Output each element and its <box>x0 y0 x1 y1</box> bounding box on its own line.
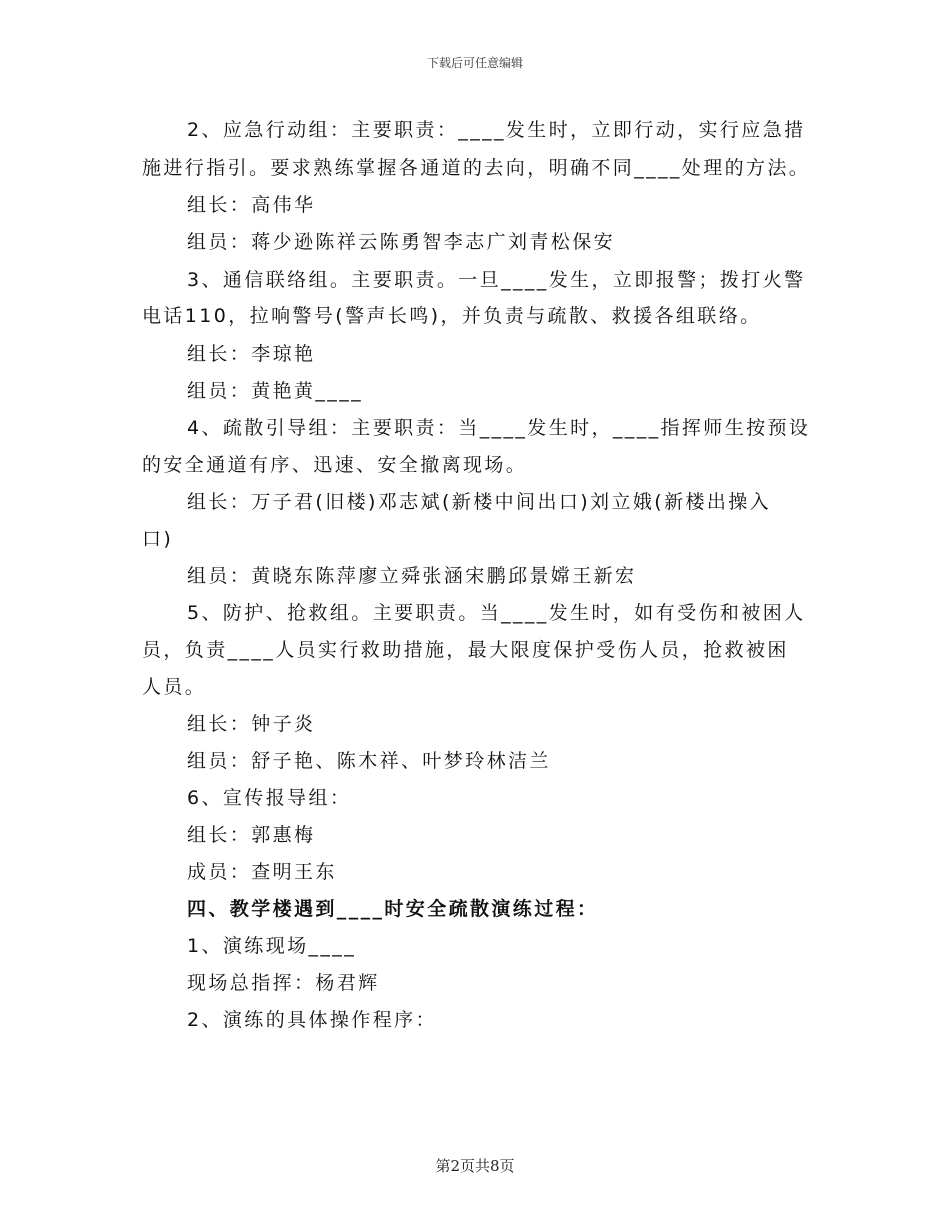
paragraph-line: 组长：万子君(旧楼)邓志斌(新楼中间出口)刘立娥(新楼出操入 <box>187 491 772 513</box>
paragraph-line: 口) <box>142 528 174 550</box>
paragraph-line: 电话110，拉响警号(警声长鸣)，并负责与疏散、救援各组联络。 <box>142 305 762 327</box>
paragraph-line: 4、疏散引导组：主要职责：当____发生时，____指挥师生按预设 <box>187 417 811 439</box>
paragraph-line: 5、防护、抢救组。主要职责。当____发生时，如有受伤和被困人 <box>187 602 806 624</box>
paragraph-line: 员，负责____人员实行救助措施，最大限度保护受伤人员，抢救被困 <box>142 639 789 661</box>
paragraph-line: 组长：钟子炎 <box>187 713 316 735</box>
paragraph-line: 的安全通道有序、迅速、安全撤离现场。 <box>142 454 528 476</box>
paragraph-line: 1、演练现场____ <box>187 935 357 957</box>
paragraph-line: 组员：舒子艳、陈木祥、叶梦玲林洁兰 <box>187 750 551 772</box>
page-footer: 第2页共8页 <box>435 1157 515 1175</box>
paragraph-line: 3、通信联络组。主要职责。一旦____发生，立即报警；拨打火警 <box>187 269 806 291</box>
paragraph-line: 组员：蒋少逊陈祥云陈勇智李志广刘青松保安 <box>187 231 616 253</box>
paragraph-line: 组员：黄艳黄____ <box>187 380 364 402</box>
paragraph-line: 6、宣传报导组： <box>187 787 352 809</box>
page-header: 下载后可任意编辑 <box>426 56 523 70</box>
paragraph-line: 现场总指挥：杨君辉 <box>187 972 380 994</box>
paragraph-line: 人员。 <box>142 676 207 698</box>
section-heading: 四、教学楼遇到____时安全疏散演练过程： <box>187 898 599 920</box>
paragraph-line: 成员：查明王东 <box>187 861 337 883</box>
paragraph-line: 2、演练的具体操作程序： <box>187 1009 437 1031</box>
paragraph-line: 组长：郭惠梅 <box>187 824 316 846</box>
paragraph-line: 组长：李琼艳 <box>187 343 316 365</box>
paragraph-line: 组员：黄晓东陈萍廖立舜张涵宋鹏邱景嫦王新宏 <box>187 565 637 587</box>
paragraph-line: 组长：高伟华 <box>187 194 316 216</box>
paragraph-line: 施进行指引。要求熟练掌握各通道的去向，明确不同____处理的方法。 <box>142 157 811 179</box>
paragraph-line: 2、应急行动组：主要职责：____发生时，立即行动，实行应急措 <box>187 119 806 141</box>
